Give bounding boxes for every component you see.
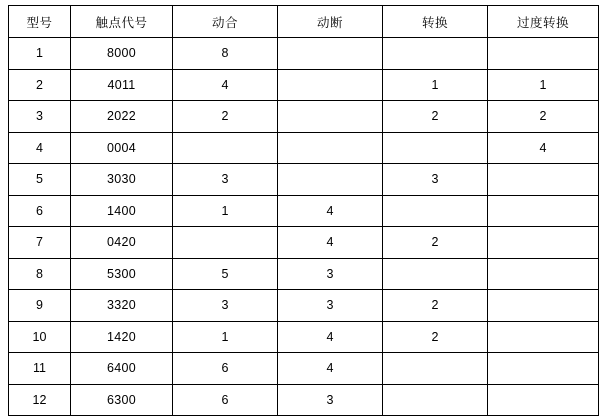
cell-changeover — [383, 353, 488, 385]
cell-normally-open: 5 — [173, 258, 278, 290]
cell-model: 1 — [9, 38, 71, 70]
cell-model: 5 — [9, 164, 71, 196]
table-row — [9, 195, 599, 227]
cell-normally-open: 4 — [173, 69, 278, 101]
cell-model: 4 — [9, 132, 71, 164]
cell-model: 7 — [9, 227, 71, 259]
cell-contact-code: 4011 — [71, 69, 173, 101]
table-row — [9, 258, 599, 290]
cell-contact-code: 0420 — [71, 227, 173, 259]
cell-contact-code: 8000 — [71, 38, 173, 70]
table-header — [9, 6, 599, 38]
cell-normally-closed — [278, 38, 383, 70]
cell-transition-changeover — [488, 290, 599, 322]
cell-contact-code: 0004 — [71, 132, 173, 164]
cell-changeover: 1 — [383, 69, 488, 101]
column-header-changeover: 转换 — [383, 6, 488, 38]
cell-normally-closed: 3 — [278, 290, 383, 322]
column-header-transition-changeover: 过度转换 — [488, 6, 599, 38]
cell-changeover — [383, 38, 488, 70]
cell-changeover: 2 — [383, 101, 488, 133]
cell-changeover: 2 — [383, 290, 488, 322]
table-header-row — [9, 6, 599, 38]
cell-normally-closed — [278, 101, 383, 133]
cell-changeover — [383, 195, 488, 227]
cell-transition-changeover — [488, 321, 599, 353]
cell-transition-changeover — [488, 38, 599, 70]
cell-changeover — [383, 132, 488, 164]
cell-contact-code: 6400 — [71, 353, 173, 385]
cell-normally-closed: 4 — [278, 195, 383, 227]
table-row — [9, 69, 599, 101]
cell-contact-code: 1400 — [71, 195, 173, 227]
cell-normally-open — [173, 132, 278, 164]
cell-changeover: 3 — [383, 164, 488, 196]
cell-changeover — [383, 258, 488, 290]
cell-normally-open: 6 — [173, 353, 278, 385]
table-row — [9, 227, 599, 259]
cell-normally-open: 3 — [173, 164, 278, 196]
cell-normally-closed: 4 — [278, 227, 383, 259]
cell-contact-code: 3030 — [71, 164, 173, 196]
table-row — [9, 132, 599, 164]
cell-normally-open: 1 — [173, 195, 278, 227]
cell-model: 9 — [9, 290, 71, 322]
cell-model: 11 — [9, 353, 71, 385]
cell-transition-changeover — [488, 258, 599, 290]
column-header-normally-open: 动合 — [173, 6, 278, 38]
cell-normally-open: 1 — [173, 321, 278, 353]
cell-normally-open: 2 — [173, 101, 278, 133]
cell-normally-closed — [278, 132, 383, 164]
cell-changeover: 2 — [383, 321, 488, 353]
cell-normally-open: 3 — [173, 290, 278, 322]
contact-spec-table — [8, 5, 599, 416]
table-row — [9, 101, 599, 133]
cell-contact-code: 6300 — [71, 384, 173, 416]
table-row — [9, 164, 599, 196]
cell-normally-open: 6 — [173, 384, 278, 416]
cell-transition-changeover: 2 — [488, 101, 599, 133]
cell-model: 6 — [9, 195, 71, 227]
cell-transition-changeover — [488, 164, 599, 196]
cell-normally-closed: 3 — [278, 258, 383, 290]
cell-normally-open: 8 — [173, 38, 278, 70]
cell-transition-changeover: 4 — [488, 132, 599, 164]
cell-normally-closed: 4 — [278, 353, 383, 385]
table-row — [9, 321, 599, 353]
cell-contact-code: 1420 — [71, 321, 173, 353]
column-header-normally-closed: 动断 — [278, 6, 383, 38]
cell-model: 3 — [9, 101, 71, 133]
cell-changeover: 2 — [383, 227, 488, 259]
cell-model: 10 — [9, 321, 71, 353]
cell-contact-code: 3320 — [71, 290, 173, 322]
column-header-contact-code: 触点代号 — [71, 6, 173, 38]
cell-normally-closed — [278, 164, 383, 196]
cell-transition-changeover: 1 — [488, 69, 599, 101]
table-row — [9, 290, 599, 322]
cell-contact-code: 2022 — [71, 101, 173, 133]
cell-model: 8 — [9, 258, 71, 290]
cell-transition-changeover — [488, 227, 599, 259]
table-row — [9, 353, 599, 385]
cell-normally-closed — [278, 69, 383, 101]
cell-normally-open — [173, 227, 278, 259]
column-header-model: 型号 — [9, 6, 71, 38]
cell-normally-closed: 4 — [278, 321, 383, 353]
cell-model: 2 — [9, 69, 71, 101]
cell-contact-code: 5300 — [71, 258, 173, 290]
cell-model: 12 — [9, 384, 71, 416]
cell-transition-changeover — [488, 195, 599, 227]
table-row — [9, 38, 599, 70]
cell-normally-closed: 3 — [278, 384, 383, 416]
cell-transition-changeover — [488, 353, 599, 385]
table-body — [9, 38, 599, 416]
